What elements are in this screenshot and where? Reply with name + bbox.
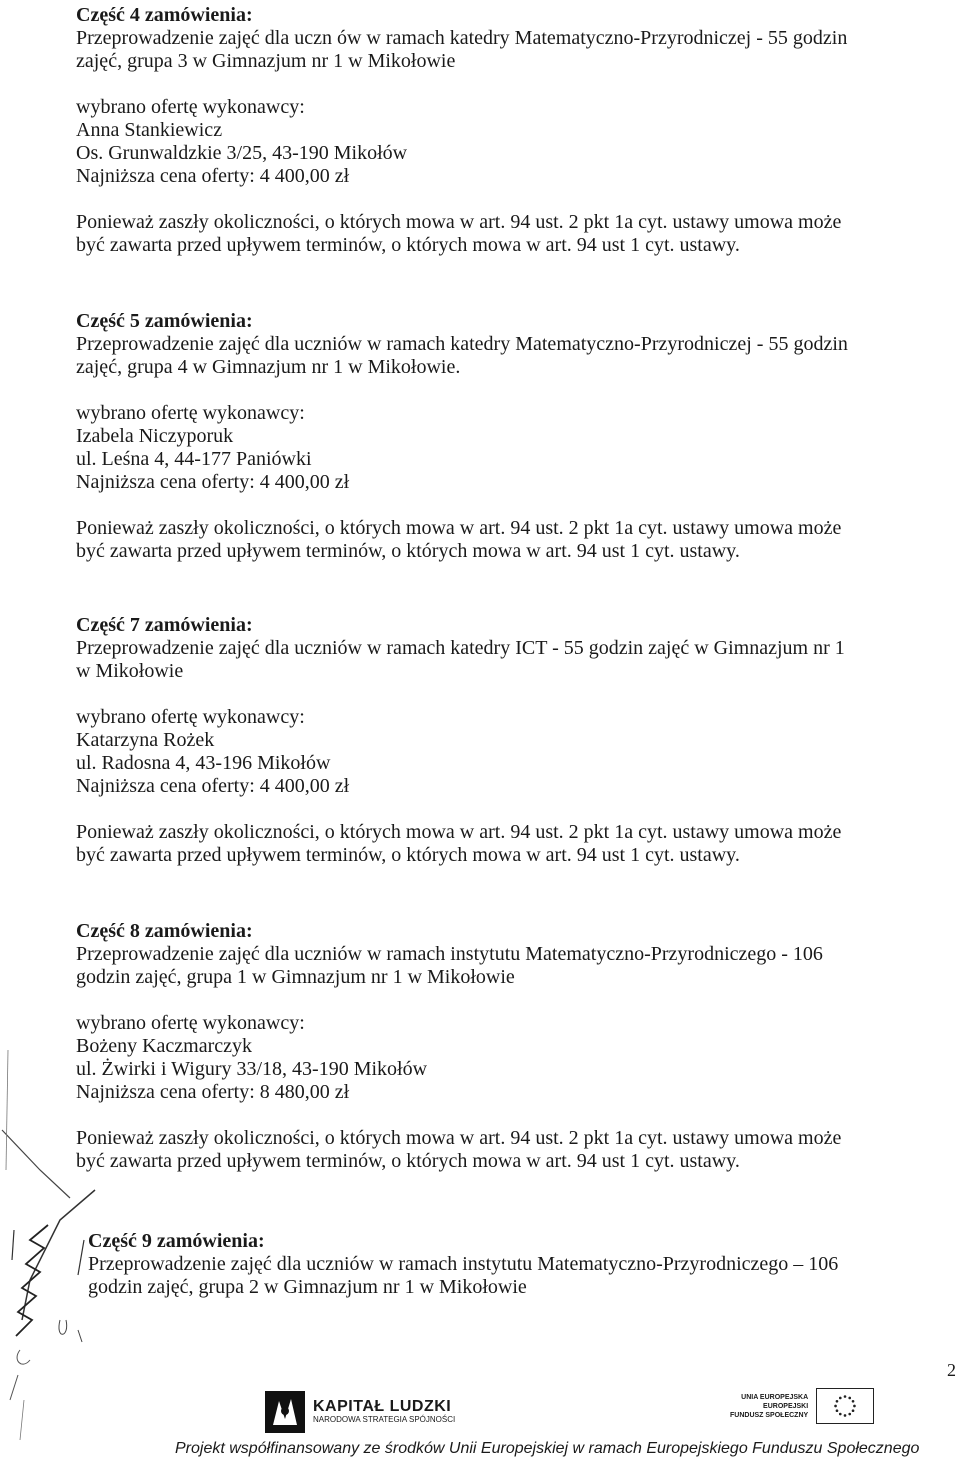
eu-flag-icon [816,1388,874,1424]
offer-label: wybrano ofertę wykonawcy: [76,1012,305,1034]
section-description-line: Przeprowadzenie zajęć dla uczniów w ramach instytutu Matematyczno-Przyrodniczego – 106 [88,1253,839,1275]
contractor-address: ul. Radosna 4, 43-196 Mikołów [76,752,331,774]
contractor-address: Os. Grunwaldzkie 3/25, 43-190 Mikołów [76,142,408,164]
section-description-line: Przeprowadzenie zajęć dla uczniów w ramach katedry Matematyczno-Przyrodniczej - 55 godzin [76,333,848,355]
offer-label: wybrano ofertę wykonawcy: [76,96,305,118]
legal-note-line: Ponieważ zaszły okoliczności, o których mowa w art. 94 ust. 2 pkt 1a cyt. ustawy umowa może [76,211,842,233]
ue-line-3: FUNDUSZ SPOŁECZNY [730,1411,809,1419]
section-heading: Część 7 zamówienia: [76,614,253,636]
legal-note-line: być zawarta przed upływem terminów, o których mowa w art. 94 ust 1 cyt. ustawy. [76,234,740,256]
offer-price: Najniższa cena oferty: 8 480,00 zł [76,1081,350,1103]
section-description-line: zajęć, grupa 4 w Gimnazjum nr 1 w Mikołowie. [76,356,461,378]
kapital-ludzki-logo [265,1391,455,1433]
legal-note-line: być zawarta przed upływem terminów, o których mowa w art. 94 ust 1 cyt. ustawy. [76,540,740,562]
contractor-address: ul. Żwirki i Wigury 33/18, 43-190 Mikołów [76,1058,428,1080]
footer [0,1378,960,1477]
section-description-line: w Mikołowie [76,660,184,682]
section-description-line: zajęć, grupa 3 w Gimnazjum nr 1 w Mikołowie [76,50,456,72]
eu-logo [730,1388,874,1424]
section-part-4 [76,4,956,257]
section-heading: Część 8 zamówienia: [76,920,253,942]
offer-price: Najniższa cena oferty: 4 400,00 zł [76,471,350,493]
offer-price: Najniższa cena oferty: 4 400,00 zł [76,775,350,797]
section-part-9 [88,1230,956,1299]
contractor-name: Anna Stankiewicz [76,119,223,141]
ue-line-2: EUROPEJSKI [763,1402,809,1410]
kl-title: KAPITAŁ LUDZKI [313,1398,452,1415]
footer-caption: Projekt współfinansowany ze środków Unii Europejskiej w ramach Europejskiego Funduszu Społecznego [175,1440,920,1457]
section-heading: Część 4 zamówienia: [76,4,253,26]
section-heading: Część 9 zamówienia: [88,1230,265,1252]
section-description-line: Przeprowadzenie zajęć dla uczniów w ramach katedry ICT - 55 godzin zajęć w Gimnazjum nr 1 [76,637,845,659]
section-heading: Część 5 zamówienia: [76,310,253,332]
kapital-ludzki-emblem-icon [265,1391,305,1433]
legal-note-line: Ponieważ zaszły okoliczności, o których mowa w art. 94 ust. 2 pkt 1a cyt. ustawy umowa może [76,821,842,843]
contractor-name: Izabela Niczyporuk [76,425,234,447]
section-description-line: godzin zajęć, grupa 1 w Gimnazjum nr 1 w Mikołowie [76,966,515,988]
contractor-address: ul. Leśna 4, 44-177 Paniówki [76,448,312,470]
section-description-line: Przeprowadzenie zajęć dla uczn ów w ramach katedry Matematyczno-Przyrodniczej - 55 godzin [76,27,848,49]
offer-label: wybrano ofertę wykonawcy: [76,706,305,728]
legal-note-line: być zawarta przed upływem terminów, o których mowa w art. 94 ust 1 cyt. ustawy. [76,844,740,866]
offer-price: Najniższa cena oferty: 4 400,00 zł [76,165,350,187]
section-description-line: Przeprowadzenie zajęć dla uczniów w ramach instytutu Matematyczno-Przyrodniczego - 106 [76,943,823,965]
ue-line-1: UNIA EUROPEJSKA [741,1393,809,1401]
section-part-7 [76,614,956,867]
legal-note-line: Ponieważ zaszły okoliczności, o których mowa w art. 94 ust. 2 pkt 1a cyt. ustawy umowa może [76,1127,842,1149]
legal-note-line: Ponieważ zaszły okoliczności, o których mowa w art. 94 ust. 2 pkt 1a cyt. ustawy umowa może [76,517,842,539]
section-description-line: godzin zajęć, grupa 2 w Gimnazjum nr 1 w Mikołowie [88,1276,527,1298]
section-part-5 [76,310,956,563]
section-part-8 [76,920,956,1173]
contractor-name: Bożeny Kaczmarczyk [76,1035,253,1057]
page-number: 2 [947,1360,956,1380]
offer-label: wybrano ofertę wykonawcy: [76,402,305,424]
legal-note-line: być zawarta przed upływem terminów, o których mowa w art. 94 ust 1 cyt. ustawy. [76,1150,740,1172]
kl-subtitle: NARODOWA STRATEGIA SPÓJNOŚCI [313,1415,456,1424]
contractor-name: Katarzyna Rożek [76,729,215,751]
